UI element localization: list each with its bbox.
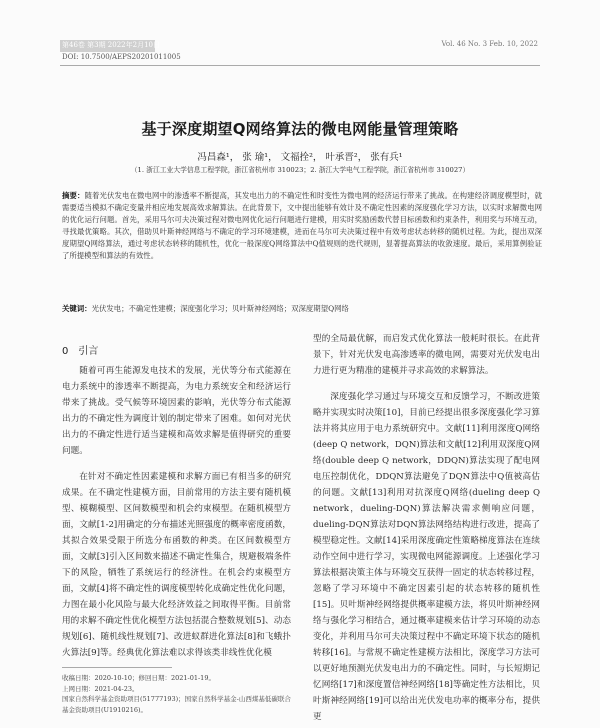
keywords: [62, 303, 542, 315]
paragraph: 型的全局最优解，而启发式优化算法一般耗时很长。在此背景下，针对光伏发电高渗透率的微电网，需要对光伏发电出力进行更为精准的建模并寻求高效的求解算法。: [313, 334, 540, 376]
footnote: [62, 673, 291, 715]
paragraph: 深度强化学习通过与环境交互和反馈学习，不断改进策略并实现实时决策[10]，目前已经提出很多深度强化学习算法并将其应用于电力系统研究中。文献[11]利用深度Q网络(deep Q network，DQN)算法和文献[12]利用双深度Q网络(double deep Q network，DDQN)算法实现了配电网电压控制优化，DDQN算法避免了DQN算法中Q值被高估的问题。文献[13]利用对抗深度Q网络(dueling deep Q network，dueling-DQN)算法解决需求侧响应问题，dueling-DQN算法对DQN算法网络结构进行改进，提高了模型稳定性。文献[14]采用深度确定性策略梯度算法在连续动作空间中进行学习，实现微电网能源调度。上述强化学习算法根据决策主体与环境交互获得一固定的状态转移过程，忽略了学习环境中不确定因素引起的状态转移的随机性[15]。贝叶斯神经网络提供概率建模方法，将贝叶斯神经网络与强化学习相结合，通过概率建模来估计学习环境的动态变化，并利用马尔可夫决策过程中不确定环境下状态的随机转移[16]。与常规不确定性建模方法相比，深度学习方法可以更好地预测光伏发电出力的不确定性。同时，与长短期记忆网络[17]和深度置信神经网络[18]等确定性方法相比，贝叶斯神经网络[19]可以给出光伏发电功率的概率分布，提供更: [313, 392, 540, 722]
abstract: [62, 190, 542, 262]
paper-title: 基于深度期望Q网络算法的微电网能量管理策略: [141, 120, 459, 138]
abstract-label: 摘要：: [62, 191, 85, 200]
right-column: [313, 331, 540, 725]
online-date: 上网日期：2021-04-23。: [62, 684, 139, 693]
abstract-text: 随着光伏发电在微电网中的渗透率不断提高，其发电出力的不确定性和时变性为微电网的经济运行带来了挑战。在构建经济调度模型时，就需要适当模拟不确定变量并相应地发展高效求解算法。在此背景下，文中提出能够有效计及不确定性因素的深度强化学习方法，以实时求解微电网的优化运行问题。首先，采用马尔可夫决策过程对微电网优化运行问题进行建模，用实时奖励函数代替目标函数和约束条件，利用奖与环境互动，寻找最优策略。其次，借助贝叶斯神经网络与不确定的学习环境建模，进而在马尔可夫决策过程中有效考虑状态转移的随机过程。为此，提出双深度期望Q网络算法，通过考虑状态转移的随机性，优化一般深度Q网络算法中Q值规则的迭代规则，显著提高算法的收敛速度。最后，采用算例验证了所提模型和算法的有效性。: [62, 191, 542, 260]
header-volume-info: Vol. 46 No. 3 Feb. 10, 2022: [441, 40, 538, 48]
section-title: 引言: [78, 346, 99, 357]
left-column: [62, 345, 291, 661]
doi: DOI: 10.7500/AEPS20201011005: [62, 53, 181, 61]
funding-info: 国家自然科学基金资助项目(51777193)；国家自然科学基金-山西煤基低碳联合基金资助项目(U1910216)。: [62, 695, 291, 714]
author-list: 冯昌森¹， 张 瑜¹， 文福拴²， 叶承晋²， 张有兵¹: [197, 152, 403, 163]
footnote-rule: [62, 667, 172, 668]
received-date: 收稿日期：2020-10-10；修回日期：2021-01-19。: [62, 674, 215, 682]
section-heading: [62, 345, 291, 359]
section-number: 0: [62, 346, 69, 357]
keywords-text: 光伏发电；不确定性建模；深度强化学习；贝叶斯神经网络；双深度期望Q网络: [91, 304, 349, 313]
paragraph: 在针对不确定性因素建模和求解方面已有相当多的研究成果。在不确定性建模方面，目前常用的方法主要有随机模型、模糊模型、区间数模型和机会约束模型。在随机模型方面，文献[1-2]用确定的分布描述光照强度的概率密度函数，其拟合效果受限于所选分布函数的种类。在区间数模型方面，文献[3]引入区间数来描述不确定性集合，规避极端条件下的风险，牺牲了系统运行的经济性。在机会约束模型方面，文献[4]将不确定性的调度模型转化成确定性优化问题，力图在最小化风险与最大化经济效益之间取得平衡。目前常用的求解不确定性优化模型方法包括混合整数规划[5]、动态规划[6]、随机线性规划[7]、改进蚁群进化算法[8]和飞蛾扑火算法[9]等。经典优化算法难以求得该类非线性优化模: [62, 472, 291, 658]
header-rule: [60, 65, 540, 66]
affiliations: （1. 浙江工业大学信息工程学院，浙江省杭州市 310023；2. 浙江大学电气工程学院，浙江省杭州市 310027）: [130, 166, 470, 174]
keywords-label: 关键词：: [62, 304, 92, 313]
header-issue-info: 第46卷 第3期 2022年2月10日: [62, 41, 160, 49]
paragraph: 随着可再生能源发电技术的发展，光伏等分布式能源在电力系统中的渗透率不断提高，为电力系统安全和经济运行带来了挑战。受气候等环境因素的影响，光伏等分布式能源出力的不确定性为调度计划的制定带来了困难。如何对光伏出力的不确定性进行适当建模和高效求解是值得研究的重要问题。: [62, 366, 291, 456]
